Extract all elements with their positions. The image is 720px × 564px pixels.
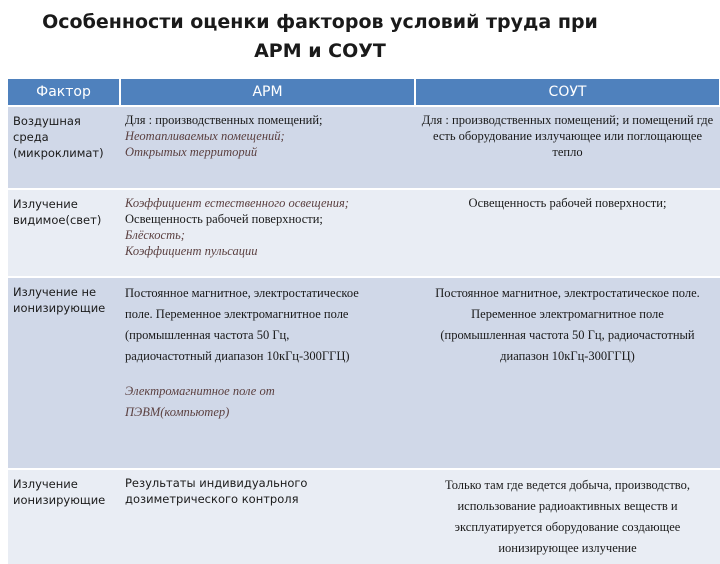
arm-italic-text: Коэффициент естественного освещения; [125,196,349,210]
table-row [8,106,720,189]
factor-line: видимое(свет) [13,213,102,227]
arm-italic-text: ПЭВМ(компьютер) [125,405,230,419]
arm-italic-text: Коэффициент пульсации [125,244,258,258]
factor-cell [8,277,120,469]
sout-cell [415,277,720,469]
arm-text: дозиметрического контроля [125,492,299,506]
arm-cell [120,277,415,469]
arm-cell [120,469,415,564]
sout-line: (промышленная частота 50 Гц, радиочастотный [440,328,695,342]
factor-line: Излучение [13,477,78,491]
factor-cell [8,469,120,564]
factor-cell [8,189,120,277]
sout-cell: Освещенность рабочей поверхности; [415,189,720,277]
factor-line: Излучение не [13,285,97,299]
sout-cell: Для : производственных помещений; и помещений где есть оборудование излучающее или поглощающее тепло [415,106,720,189]
table-row [8,277,720,469]
sout-line: Постоянное магнитное, электростатическое поле. [435,286,700,300]
sout-line: эксплуатируется оборудование создающее [454,520,681,534]
arm-text: поле. Переменное электромагнитное поле [125,307,349,321]
arm-cell [120,106,415,189]
slide-title [0,8,640,66]
title-line-1: Особенности оценки факторов условий труда при [42,11,598,33]
sout-line: Только там где ведется добыча, производство, [445,478,690,492]
arm-text: Результаты индивидуального [125,476,308,490]
arm-text: Постоянное магнитное, электростатическое [125,286,359,300]
table-row [8,189,720,277]
title-line-2: АРМ и СОУТ [254,40,386,62]
factor-line: ионизирующие [13,301,106,315]
sout-line: использование радиоактивных веществ и [457,499,678,513]
factors-table [8,79,720,564]
factor-line: Воздушная [13,114,81,128]
sout-cell [415,469,720,564]
factor-line: (микроклимат) [13,146,104,160]
sout-line: Переменное электромагнитное поле [471,307,664,321]
arm-italic-text: Неотапливаемых помещений; [125,129,285,143]
header-sout: СОУТ [415,79,720,106]
sout-line: ионизирующее излучение [498,541,637,555]
arm-text: радиочастотный диапазон 10кГц-300ГГЦ) [125,349,350,363]
factor-line: среда [13,130,49,144]
arm-text: Для : производственных помещений; [125,113,323,127]
header-arm: АРМ [120,79,415,106]
table-row [8,469,720,564]
arm-text: Освещенность рабочей поверхности; [125,212,323,226]
arm-italic-text: Электромагнитное поле от [125,384,275,398]
sout-line: диапазон 10кГц-300ГГЦ) [500,349,635,363]
arm-cell [120,189,415,277]
arm-italic-text: Открытых территорий [125,145,258,159]
table-header-row [8,79,720,106]
factor-line: ионизирующие [13,493,106,507]
factor-line: Излучение [13,197,78,211]
arm-italic-text: Блёскость; [125,228,185,242]
header-factor: Фактор [8,79,120,106]
arm-text: (промышленная частота 50 Гц, [125,328,290,342]
factor-cell [8,106,120,189]
